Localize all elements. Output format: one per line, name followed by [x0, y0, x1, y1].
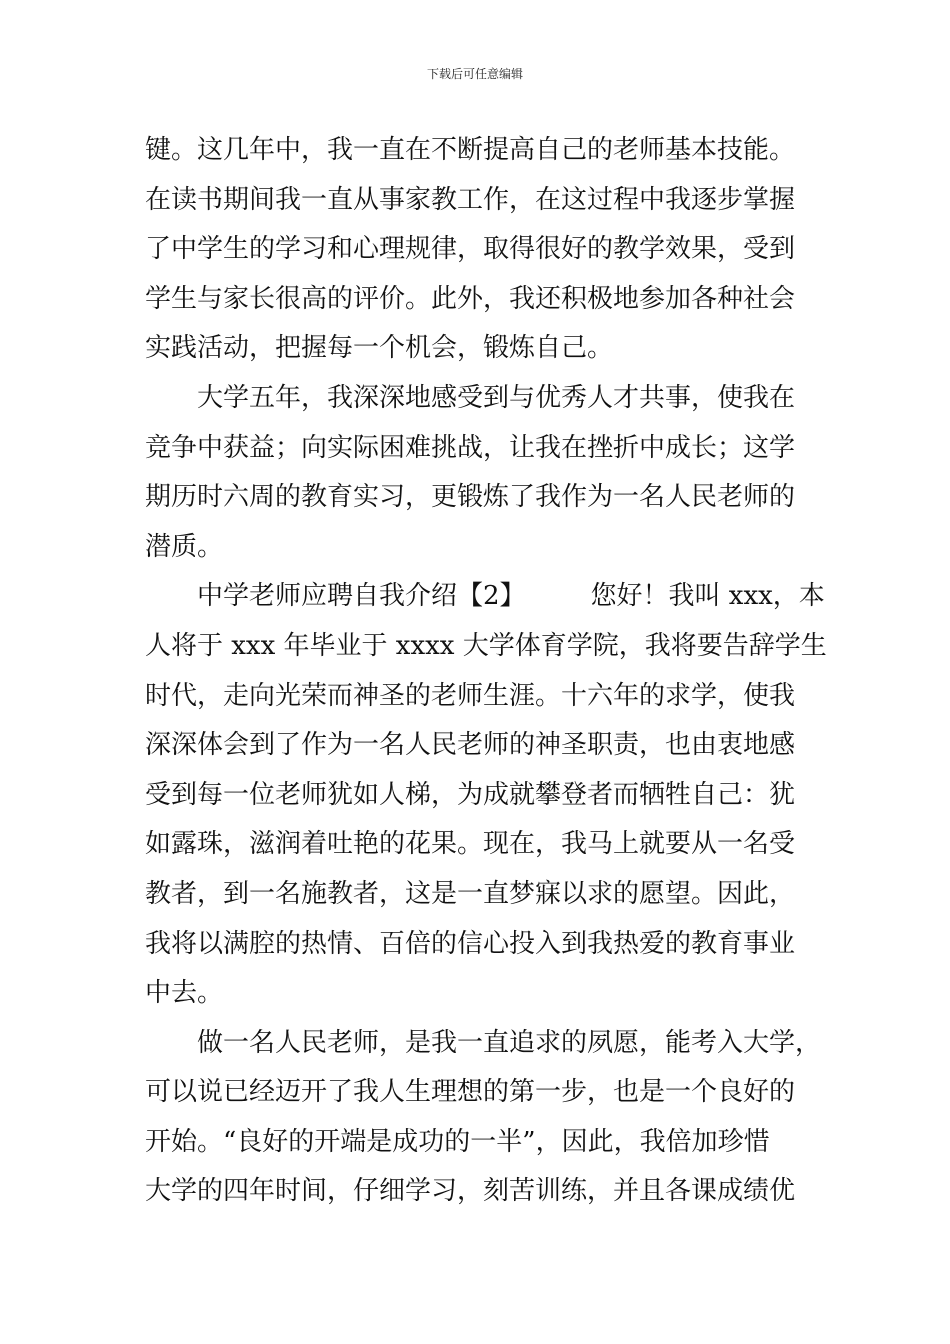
text-line: 键。这几年中，我一直在不断提高自己的老师基本技能。 [145, 135, 796, 165]
text-line: 中去。 [145, 978, 224, 1009]
text-line: 做一名人民老师，是我一直追求的夙愿，能考入大学， [145, 1027, 822, 1058]
text-line: 时代，走向光荣而神圣的老师生涯。十六年的求学，使我 [145, 680, 796, 711]
text-line: 潜质。 [145, 531, 224, 562]
paragraph-3 [145, 572, 827, 1018]
text-line: 受到每一位老师犹如人梯，为成就攀登者而牺牲自己：犹 [145, 779, 796, 810]
text-line: 期历时六周的教育实习，更锻炼了我作为一名人民老师的 [145, 482, 796, 513]
text-line: 教者，到一名施教者，这是一直梦寐以求的愿望。因此， [145, 878, 796, 909]
text-line: 人将于 xxx 年毕业于 xxxx 大学体育学院，我将要告辞学生 [145, 630, 827, 661]
text-line: 可以说已经迈开了我人生理想的第一步，也是一个良好的 [145, 1077, 796, 1108]
text-line: 竞争中获益；向实际困难挑战，让我在挫折中成长；这学 [145, 432, 796, 463]
text-line: 中学老师应聘自我介绍【2】 您好！我叫 xxx，本 [145, 581, 825, 612]
paragraph-4 [145, 1019, 822, 1217]
text-line: 大学五年，我深深地感受到与优秀人才共事，使我在 [145, 382, 796, 413]
text-line: 我将以满腔的热情、百倍的信心投入到我热爱的教育事业 [145, 928, 796, 959]
text-line: 深深体会到了作为一名人民老师的神圣职责，也由衷地感 [145, 730, 796, 761]
text-line: 大学的四年时间，仔细学习，刻苦训练，并且各课成绩优 [145, 1176, 796, 1207]
paragraph-1 [145, 126, 815, 374]
text-line: 了中学生的学习和心理规律，取得很好的教学效果，受到 [145, 234, 796, 265]
page-header: 下载后可任意编辑 [426, 67, 523, 81]
text-line: 学生与家长很高的评价。此外，我还积极地参加各种社会 [145, 283, 796, 314]
paragraph-2 [145, 374, 815, 572]
text-line: 在读书期间我一直从事家教工作，在这过程中我逐步掌握 [145, 184, 796, 215]
text-line: 实践活动，把握每一个机会，锻炼自己。 [145, 333, 614, 364]
text-line: 开始。“良好的开端是成功的一半”，因此，我倍加珍惜 [145, 1126, 770, 1157]
document-body [145, 126, 827, 1217]
text-line: 如露珠，滋润着吐艳的花果。现在，我马上就要从一名受 [145, 829, 796, 860]
